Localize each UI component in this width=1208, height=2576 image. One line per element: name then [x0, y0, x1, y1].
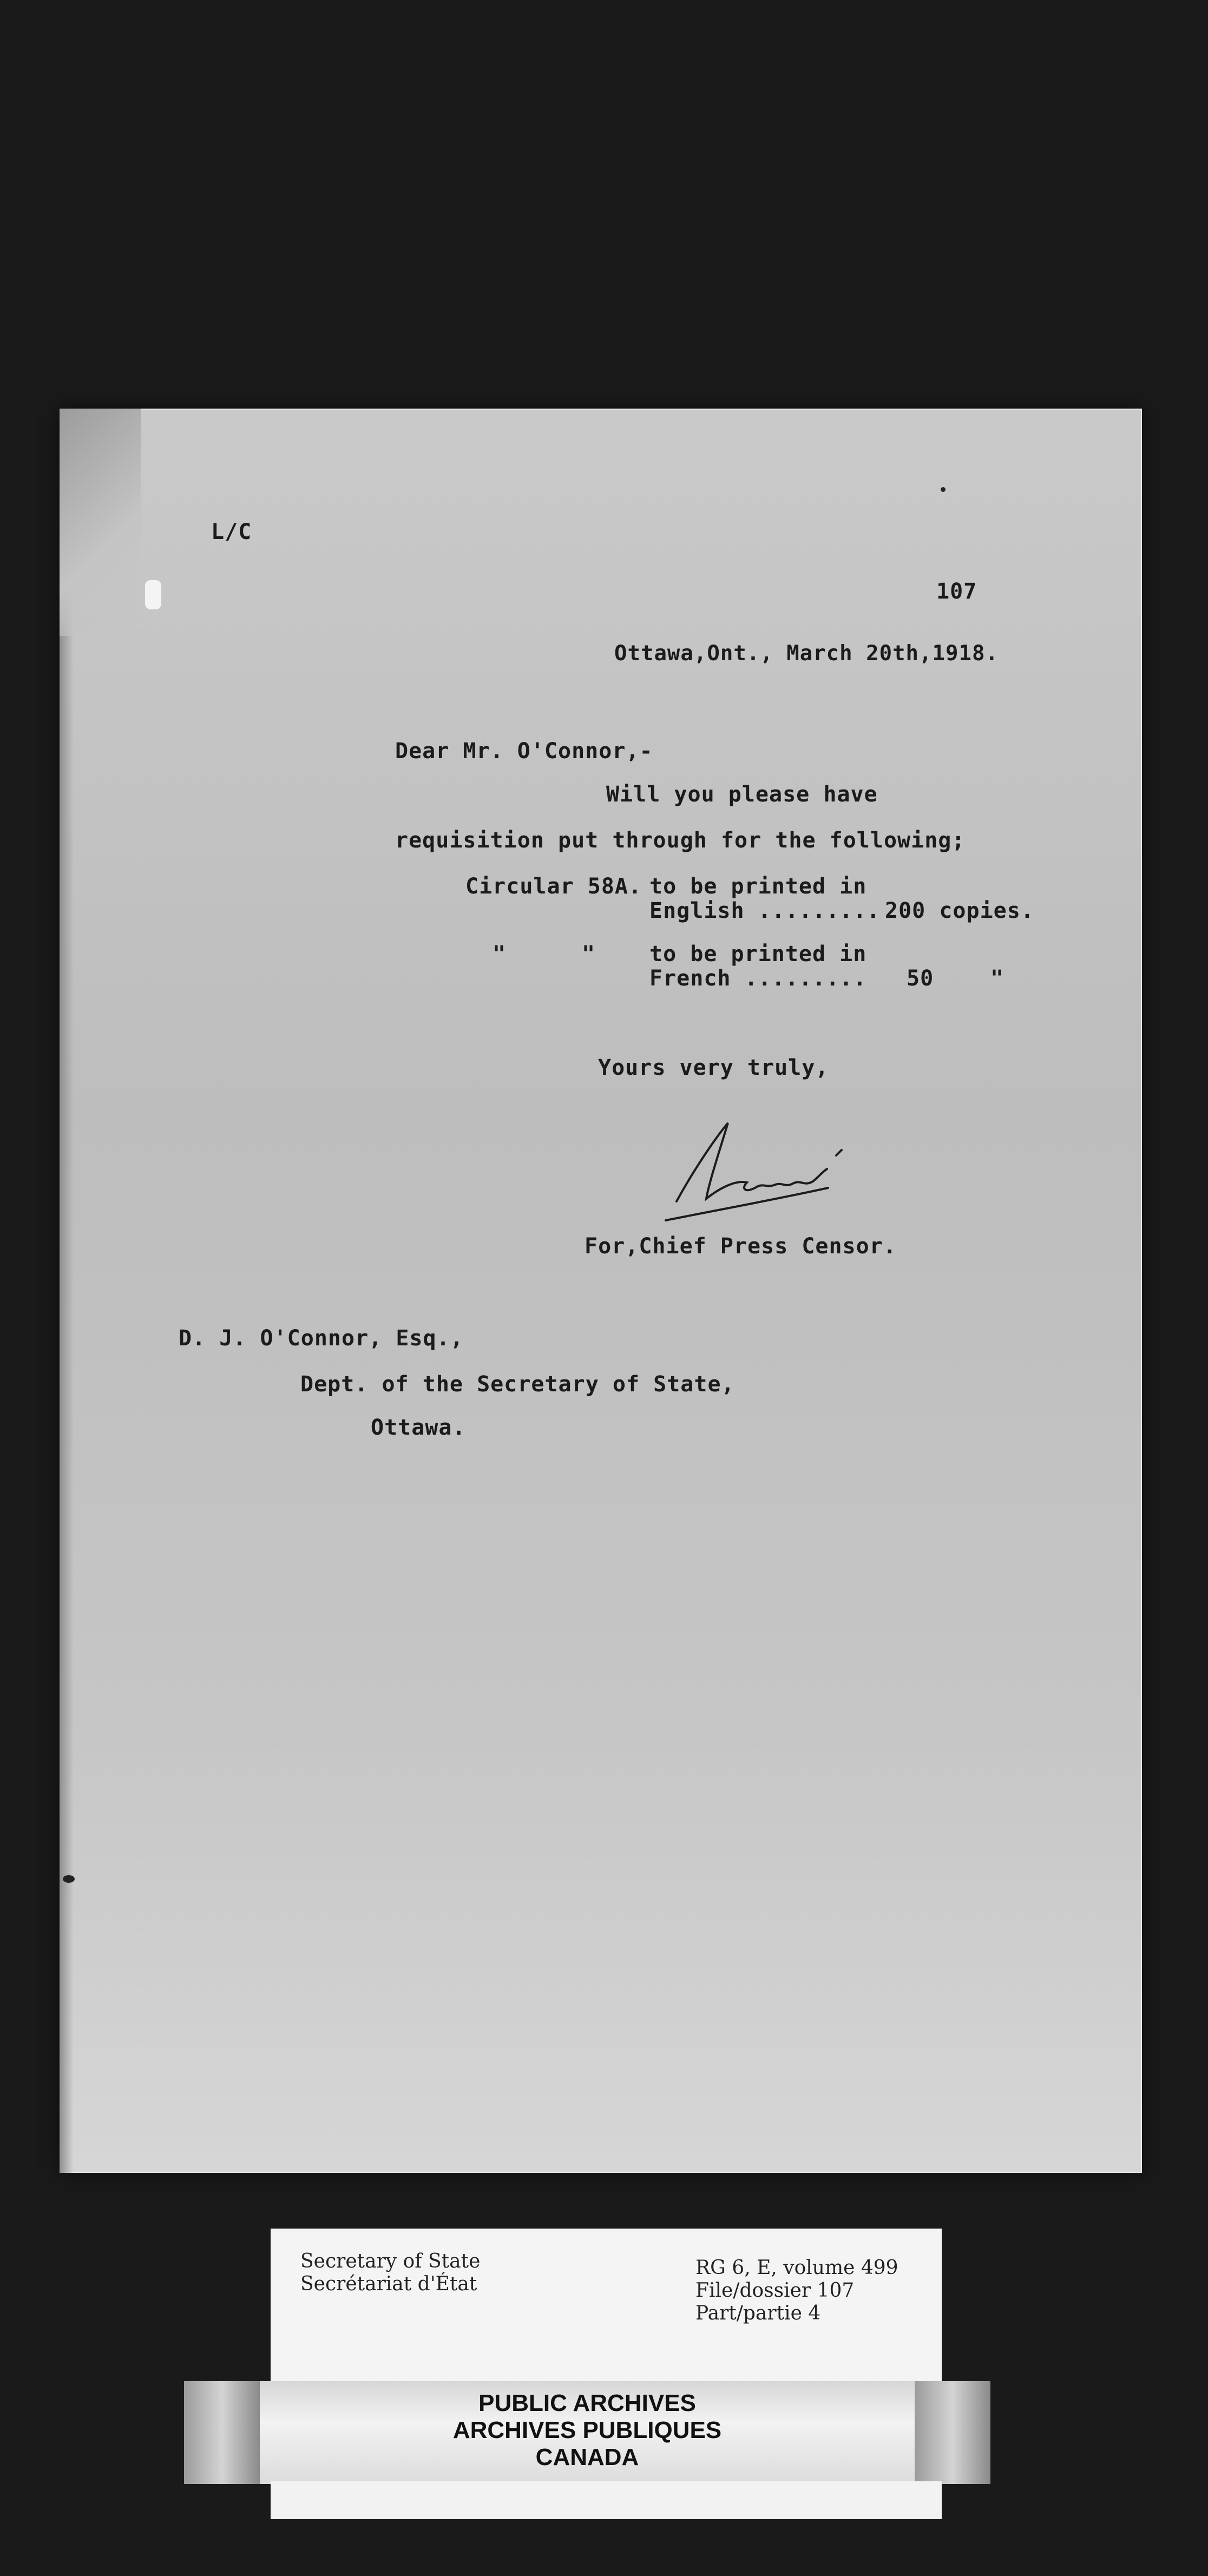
band-lower-strip [271, 2481, 942, 2519]
item2-ditto-1: " [493, 942, 507, 967]
archives-line-3: CANADA [535, 2444, 639, 2470]
department-french: Secrétariat d'État [300, 2273, 477, 2295]
body-line-1: Will you please have [606, 782, 878, 807]
item2-line-2: French ......... [649, 966, 867, 991]
item1-line-2: English ......... [649, 898, 881, 923]
closing: Yours very truly, [598, 1055, 829, 1080]
handwritten-signature [655, 1107, 915, 1237]
salutation: Dear Mr. O'Connor,- [395, 739, 653, 764]
date-line: Ottawa,Ont., March 20th,1918. [614, 641, 999, 666]
item1-quantity: 200 copies. [885, 898, 1034, 923]
addressee-department: Dept. of the Secretary of State, [300, 1372, 735, 1397]
letter-initials: L/C [211, 520, 252, 544]
item1-line-1: to be printed in [649, 874, 867, 899]
page-corner-fold [60, 409, 141, 636]
archives-line-2: ARCHIVES PUBLIQUES [452, 2417, 722, 2443]
file-number: File/dossier 107 [695, 2279, 855, 2302]
department-english: Secretary of State [300, 2250, 481, 2272]
record-group: RG 6, E, volume 499 [695, 2257, 898, 2279]
ink-speck [941, 487, 946, 492]
item2-quantity: 50 [907, 966, 934, 991]
item2-line-1: to be printed in [649, 942, 867, 967]
part-number: Part/partie 4 [695, 2302, 821, 2324]
letter-page [60, 409, 1142, 2173]
body-line-2: requisition put through for the following; [395, 828, 966, 853]
signature-role: For,Chief Press Censor. [585, 1234, 897, 1259]
item1-label: Circular 58A. [465, 874, 642, 899]
punch-hole [145, 580, 161, 609]
page-edge-shadow [60, 409, 74, 2173]
item2-ditto-2: " [582, 942, 596, 967]
archives-line-1: PUBLIC ARCHIVES [478, 2390, 696, 2416]
ink-speck [63, 1875, 75, 1883]
addressee-name: D. J. O'Connor, Esq., [179, 1326, 464, 1351]
item2-quantity-ditto: " [990, 966, 1005, 991]
page-number: 107 [936, 579, 977, 604]
addressee-city: Ottawa. [371, 1415, 466, 1440]
